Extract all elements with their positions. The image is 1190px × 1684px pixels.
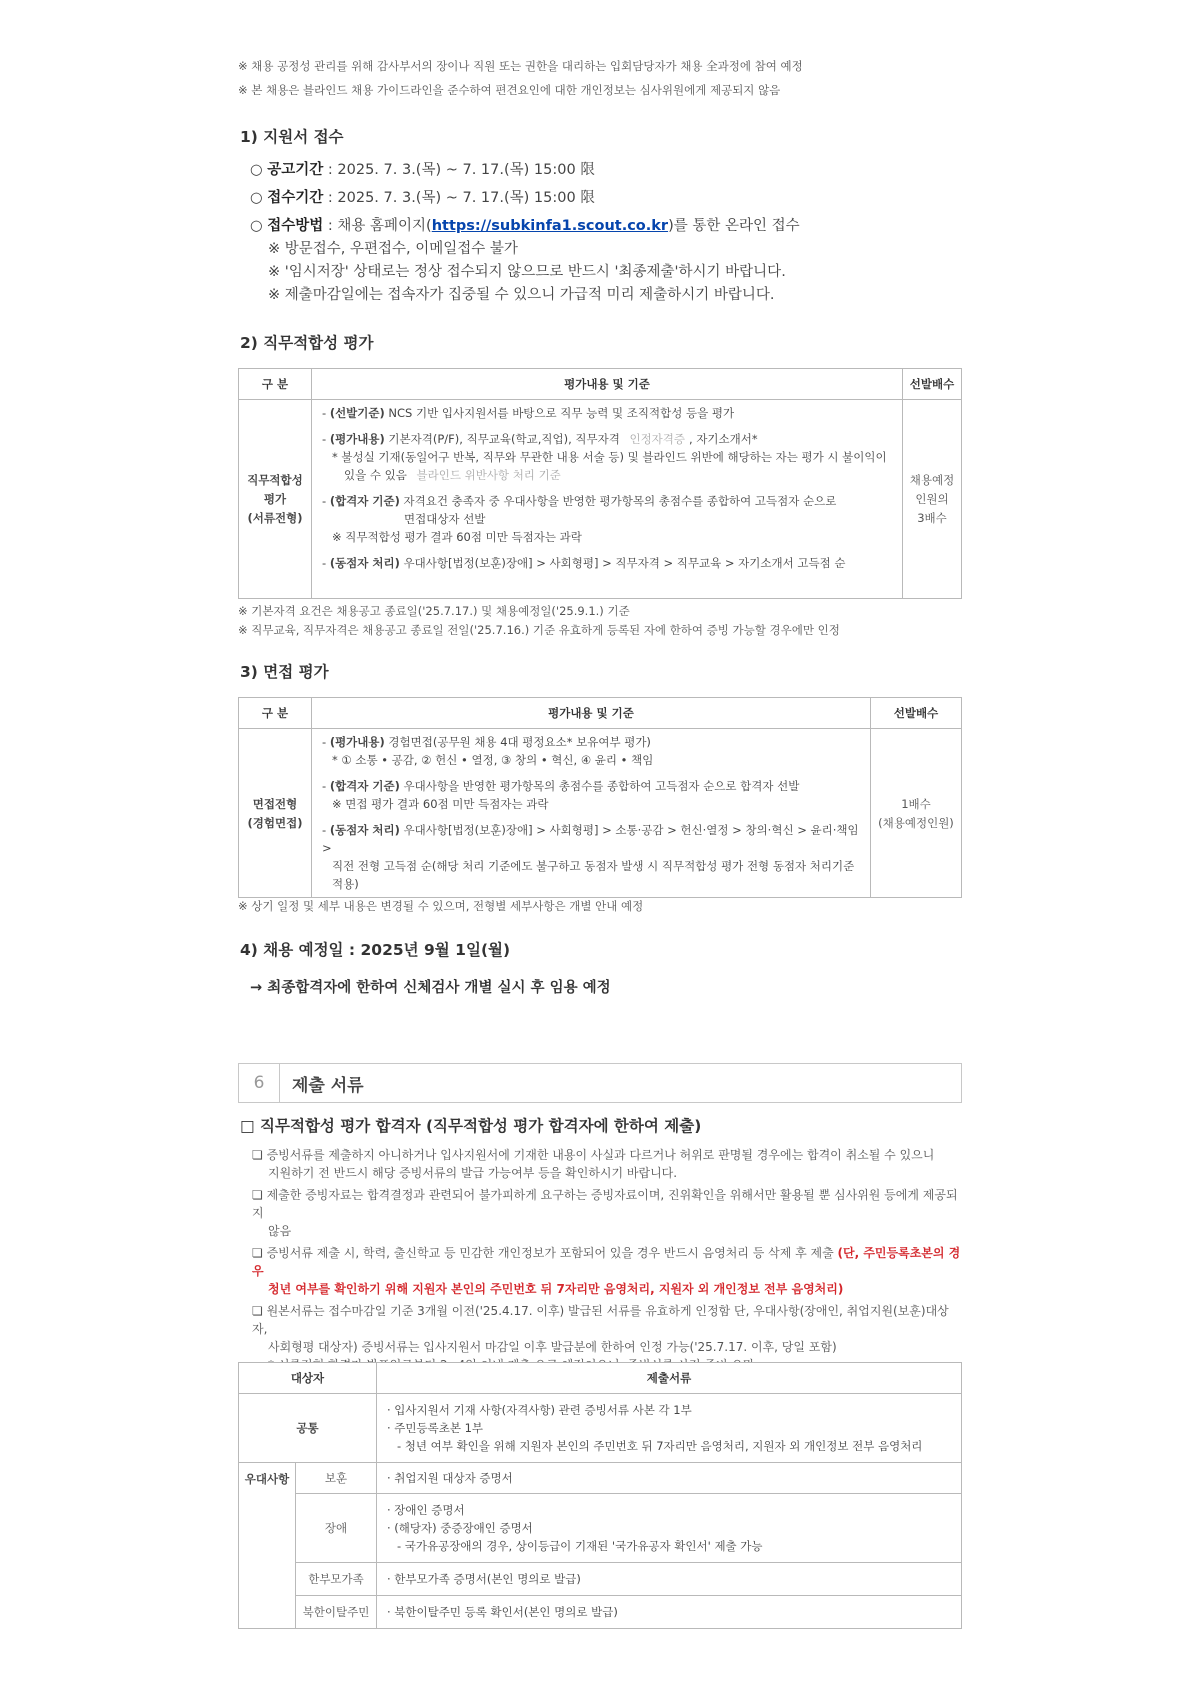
interview-category xyxy=(239,729,312,898)
job-fit-table xyxy=(238,368,962,599)
docs-r2-a: · 장애인 증명서 xyxy=(387,1503,465,1517)
top-note-1: ※ 채용 공정성 관리를 위해 감사부서의 장이나 직원 또는 권한을 대리하는 입회담당자가 채용 全과정에 참여 예정 xyxy=(238,59,803,73)
docs-header-target: 대상자 xyxy=(239,1363,377,1394)
docs-header-docs: 제출서류 xyxy=(377,1363,962,1394)
job-fit-l6-text: 우대사항[법정(보훈)장애] > 사회형평] > 직무자격 > 직무교육 > 자기소개서 고득점 순 xyxy=(399,556,846,570)
section-6-subtitle: □ 직무적합성 평가 합격자 (직무적합성 평가 합격자에 한하여 제출) xyxy=(240,1117,702,1135)
docs-r4-label: 북한이탈주민 xyxy=(296,1596,377,1629)
section-1-title: 1) 지원서 접수 xyxy=(240,128,344,146)
section-6-number: 6 xyxy=(239,1064,280,1102)
notice-period-value: : 2025. 7. 3.(목) ~ 7. 17.(목) 15:00 限 xyxy=(323,162,595,178)
interview-l1-label: (평가내용) xyxy=(329,735,385,749)
section-4-title: 4) 채용 예정일 : 2025년 9월 1일(월) xyxy=(240,941,511,959)
notice-period xyxy=(250,158,595,179)
job-fit-l4-label: (합격자 기준) xyxy=(329,494,400,508)
docs-r1-text-line: · 취업지원 대상자 증명서 xyxy=(387,1471,513,1485)
docs-r2-c: - 국가유공장애의 경우, 상이등급이 기재된 '국가유공자 확인서' 제출 가능 xyxy=(397,1539,763,1553)
receipt-period-value: : 2025. 7. 3.(목) ~ 7. 17.(목) 15:00 限 xyxy=(323,190,595,206)
section-3-title: 3) 면접 평가 xyxy=(240,663,329,681)
job-fit-l2-gray: 인정자격증 xyxy=(629,432,686,446)
interview-content: - (평가내용) 경험면접(공무원 채용 4대 평정요소* 보유여부 평가) * ① 소통 • 공감, ② 헌신 • 열정, ③ 창의 • 혁신, ④ 윤리 • 책임 - (합격자 기준) 우대사항을 반영한 평가항목의 총점수를 종합하여 고득점자 순으로 합격자 선발 ※ 면접 평가 결과 60점 미만 득점자는 과락 - (동점자 처리) 우대사항[법정(보훈)장애] > 사회형평] > 소통·공감 > 헌신·열정 > 창의·혁신 > 윤리·책임 > 직전 전형 고득점 순(해당 처리 기준에도 불구하고 동점자 발생 시 직무적합성 평가 전형 동점자 처리기준 적용) xyxy=(312,729,871,898)
job-fit-ratio-line3: 3배수 xyxy=(917,511,947,525)
docs-r4-text-line: · 북한이탈주민 등록 확인서(본인 명의로 발급) xyxy=(387,1605,618,1619)
docs-common-label: 공통 xyxy=(239,1394,377,1463)
bullet-2a: ❏ 제출한 증빙자료는 합격결정과 관련되어 불가피하게 요구하는 증빙자료이며, 진위확인을 위해서만 활용될 뿐 심사위원 등에게 제공되지 xyxy=(252,1188,958,1220)
sec1-subnote-2: ※ '임시저장' 상태로는 정상 접수되지 않으므로 반드시 '최종제출'하시기 바랍니다. xyxy=(268,264,786,280)
job-fit-category-line3: (서류전형) xyxy=(247,511,303,525)
interview-category-line2: (경험면접) xyxy=(247,815,303,830)
bullet-3-red-1: (단, 주민등록초본의 경우 xyxy=(252,1246,961,1278)
bullet-4a: ❏ 원본서류는 접수마감일 기준 3개월 이전('25.4.17. 이후) 발급된 서류를 유효하게 인정함 단, 우대사항(장애인, 취업지원(보훈)대상자, xyxy=(252,1304,949,1336)
docs-r2-b: · (해당자) 중증장애인 증명서 xyxy=(387,1521,533,1535)
bullet-circle-icon: ○ xyxy=(250,162,268,178)
job-fit-l2-label: (평가내용) xyxy=(329,432,385,446)
job-fit-l6-label: (동점자 처리) xyxy=(329,556,400,570)
interview-l3-text: 우대사항을 반영한 평가항목의 총점수를 종합하여 고득점자 순으로 합격자 선발 xyxy=(399,779,800,793)
interview-l5-text: 우대사항[법정(보훈)장애] > 사회형평] > 소통·공감 > 헌신·열정 > 창의·혁신 > 윤리·책임 > xyxy=(322,823,859,855)
docs-r2-content xyxy=(377,1494,962,1563)
docs-pref-label: 우대사항 xyxy=(239,1463,296,1629)
job-fit-header-content: 평가내용 및 기준 xyxy=(312,369,903,400)
job-fit-l2-tail: , 자기소개서* xyxy=(689,432,758,446)
job-fit-l3a: * 불성실 기재(동일어구 반복, 직무와 무관한 내용 서술 등) 및 블라인드 위반에 해당하는 자는 평가 시 불이익이 xyxy=(332,450,887,464)
section-4-sub: → 최종합격자에 한하여 신체검사 개별 실시 후 임용 예정 xyxy=(250,980,611,996)
interview-ratio xyxy=(871,729,962,898)
section-2-title: 2) 직무적합성 평가 xyxy=(240,334,374,352)
job-fit-content: - (선발기준) NCS 기반 입사지원서를 바탕으로 직무 능력 및 조직적합성 등을 평가 - (평가내용) 기본자격(P/F), 직무교육(학교,직업), 직무자격 인정자격증 , 자기소개서* * 불성실 기재(동일어구 반복, 직무와 무관한 내용 서술 등) 및 블라인드 위반에 해당하는 자는 평가 시 불이익이 있을 수 있음 블라인드 위반사항 처리 기준 - (합격자 기준) 자격요건 충족자 중 우대사항을 반영한 평가항목의 총점수를 종합하여 고득점자 순으로 면접대상자 선발 ※ 직무적합성 평가 결과 60점 미만 득점자는 과락 - (동점자 처리) 우대사항[법정(보훈)장애] > 사회형평] > 직무자격 > 직무교육 > 자기소개서 고득점 순 xyxy=(312,400,903,599)
interview-ratio-line1: 1배수 xyxy=(901,796,931,811)
job-fit-l3b: 있을 수 있음 xyxy=(344,468,407,482)
top-note-2: ※ 본 채용은 블라인드 채용 가이드라인을 준수하여 편견요인에 대한 개인정보는 심사위원에게 제공되지 않음 xyxy=(238,83,781,97)
job-fit-ratio-line1: 채용예정 xyxy=(909,473,955,487)
bullet-3a-line xyxy=(252,1244,962,1280)
interview-header-ratio: 선발배수 xyxy=(871,698,962,729)
sec2-note-1: ※ 기본자격 요건은 채용공고 종료일('25.7.17.) 및 채용예정일('25.9.1.) 기준 xyxy=(238,604,630,618)
interview-header-content: 평가내용 및 기준 xyxy=(312,698,871,729)
receipt-method-post: )를 통한 온라인 접수 xyxy=(668,218,800,234)
bullet-1b: 지원하기 전 반드시 해당 증빙서류의 발급 가능여부 등을 확인하시기 바랍니다. xyxy=(268,1166,678,1180)
submission-bullets xyxy=(252,1146,962,1374)
job-fit-category-line1: 직무적합성 xyxy=(247,473,303,487)
job-fit-l2-text: 기본자격(P/F), 직무교육(학교,직업), 직무자격 xyxy=(384,432,620,446)
receipt-method-label: 접수방법 xyxy=(267,218,324,234)
interview-l3-label: (합격자 기준) xyxy=(329,779,400,793)
interview-table xyxy=(238,697,962,898)
docs-r3-text xyxy=(377,1563,962,1596)
bullet-circle-icon: ○ xyxy=(250,218,268,234)
docs-common-1: · 입사지원서 기재 사항(자격사항) 관련 증빙서류 사본 각 1부 xyxy=(387,1403,692,1417)
receipt-period-label: 접수기간 xyxy=(267,190,324,206)
receipt-period xyxy=(250,186,595,207)
docs-r3-text-line: · 한부모가족 증명서(본인 명의로 발급) xyxy=(387,1572,581,1586)
docs-common-2: · 주민등록초본 1부 xyxy=(387,1421,484,1435)
job-fit-ratio xyxy=(903,400,962,599)
section-6-header xyxy=(238,1063,962,1103)
interview-l6: 직전 전형 고득점 순(해당 처리 기준에도 불구하고 동점자 발생 시 직무적합성 평가 전형 동점자 처리기준 xyxy=(332,859,855,873)
bullet-3a: ❏ 증빙서류 제출 시, 학력, 출신학교 등 민감한 개인정보가 포함되어 있을 경우 반드시 음영처리 등 삭제 후 제출 xyxy=(252,1246,834,1260)
docs-common-3: - 청년 여부 확인을 위해 지원자 본인의 주민번호 뒤 7자리만 음영처리, 지원자 외 개인정보 전부 음영처리 xyxy=(397,1439,923,1453)
job-fit-l4b: 면접대상자 선발 xyxy=(404,512,486,526)
job-fit-l1-label: (선발기준) xyxy=(329,406,385,420)
docs-common-content xyxy=(377,1394,962,1463)
job-fit-header-ratio: 선발배수 xyxy=(903,369,962,400)
docs-r2-label: 장애 xyxy=(296,1494,377,1563)
bullet-circle-icon: ○ xyxy=(250,190,268,206)
docs-r1-label: 보훈 xyxy=(296,1463,377,1494)
job-fit-l1-text: NCS 기반 입사지원서를 바탕으로 직무 능력 및 조직적합성 등을 평가 xyxy=(384,406,735,420)
bullet-4b: 사회형평 대상자) 증빙서류는 입사지원서 마감일 이후 발급분에 한하여 인정 가능('25.7.17. 이후, 당일 포함) xyxy=(268,1340,837,1354)
docs-r3-label: 한부모가족 xyxy=(296,1563,377,1596)
receipt-method xyxy=(250,214,800,235)
interview-ratio-line2: (채용예정인원) xyxy=(878,815,954,830)
sec1-subnote-1: ※ 방문접수, 우편접수, 이메일접수 불가 xyxy=(268,241,518,257)
notice-period-label: 공고기간 xyxy=(267,162,324,178)
recruit-homepage-link[interactable]: https://subkinfa1.scout.co.kr xyxy=(431,218,669,234)
documents-table xyxy=(238,1362,962,1629)
interview-l2: * ① 소통 • 공감, ② 헌신 • 열정, ③ 창의 • 혁신, ④ 윤리 • 책임 xyxy=(332,753,654,767)
job-fit-header-category: 구 분 xyxy=(239,369,312,400)
bullet-3-red-2: 청년 여부를 확인하기 위해 지원자 본인의 주민번호 뒤 7자리만 음영처리, 지원자 외 개인정보 전부 음영처리) xyxy=(268,1282,844,1296)
job-fit-l4-text: 자격요건 충족자 중 우대사항을 반영한 평가항목의 총점수를 종합하여 고득점자 순으로 xyxy=(399,494,837,508)
interview-l5-label: (동점자 처리) xyxy=(329,823,400,837)
interview-header-category: 구 분 xyxy=(239,698,312,729)
bullet-1a: ❏ 증빙서류를 제출하지 아니하거나 입사지원서에 기재한 내용이 사실과 다르거나 허위로 판명될 경우에는 합격이 취소될 수 있으니 xyxy=(252,1148,935,1162)
sec1-subnote-3: ※ 제출마감일에는 접속자가 집중될 수 있으니 가급적 미리 제출하시기 바랍니다. xyxy=(268,287,775,303)
receipt-method-pre: : 채용 홈페이지( xyxy=(323,218,432,234)
interview-l1-text: 경험면접(공무원 채용 4대 평정요소* 보유여부 평가) xyxy=(384,735,651,749)
job-fit-category xyxy=(239,400,312,599)
docs-r1-text xyxy=(377,1463,962,1494)
section-6-title: 제출 서류 xyxy=(292,1075,364,1096)
sec3-note: ※ 상기 일정 및 세부 내용은 변경될 수 있으며, 전형별 세부사항은 개별 안내 예정 xyxy=(238,899,644,913)
sec2-note-2: ※ 직무교육, 직무자격은 채용공고 종료일 전일('25.7.16.) 기준 유효하게 등록된 자에 한하여 증빙 가능할 경우에만 인정 xyxy=(238,623,840,637)
interview-l7: 적용) xyxy=(332,877,359,891)
job-fit-category-line2: 평가 xyxy=(263,492,287,506)
interview-category-line1: 면접전형 xyxy=(252,796,298,811)
bullet-2b: 않음 xyxy=(268,1224,292,1238)
job-fit-l5: ※ 직무적합성 평가 결과 60점 미만 득점자는 과락 xyxy=(332,530,582,544)
docs-r4-text xyxy=(377,1596,962,1629)
job-fit-ratio-line2: 인원의 xyxy=(915,492,949,506)
interview-l4: ※ 면접 평가 결과 60점 미만 득점자는 과락 xyxy=(332,797,549,811)
job-fit-l3-gray: 블라인드 위반사항 처리 기준 xyxy=(416,468,561,482)
